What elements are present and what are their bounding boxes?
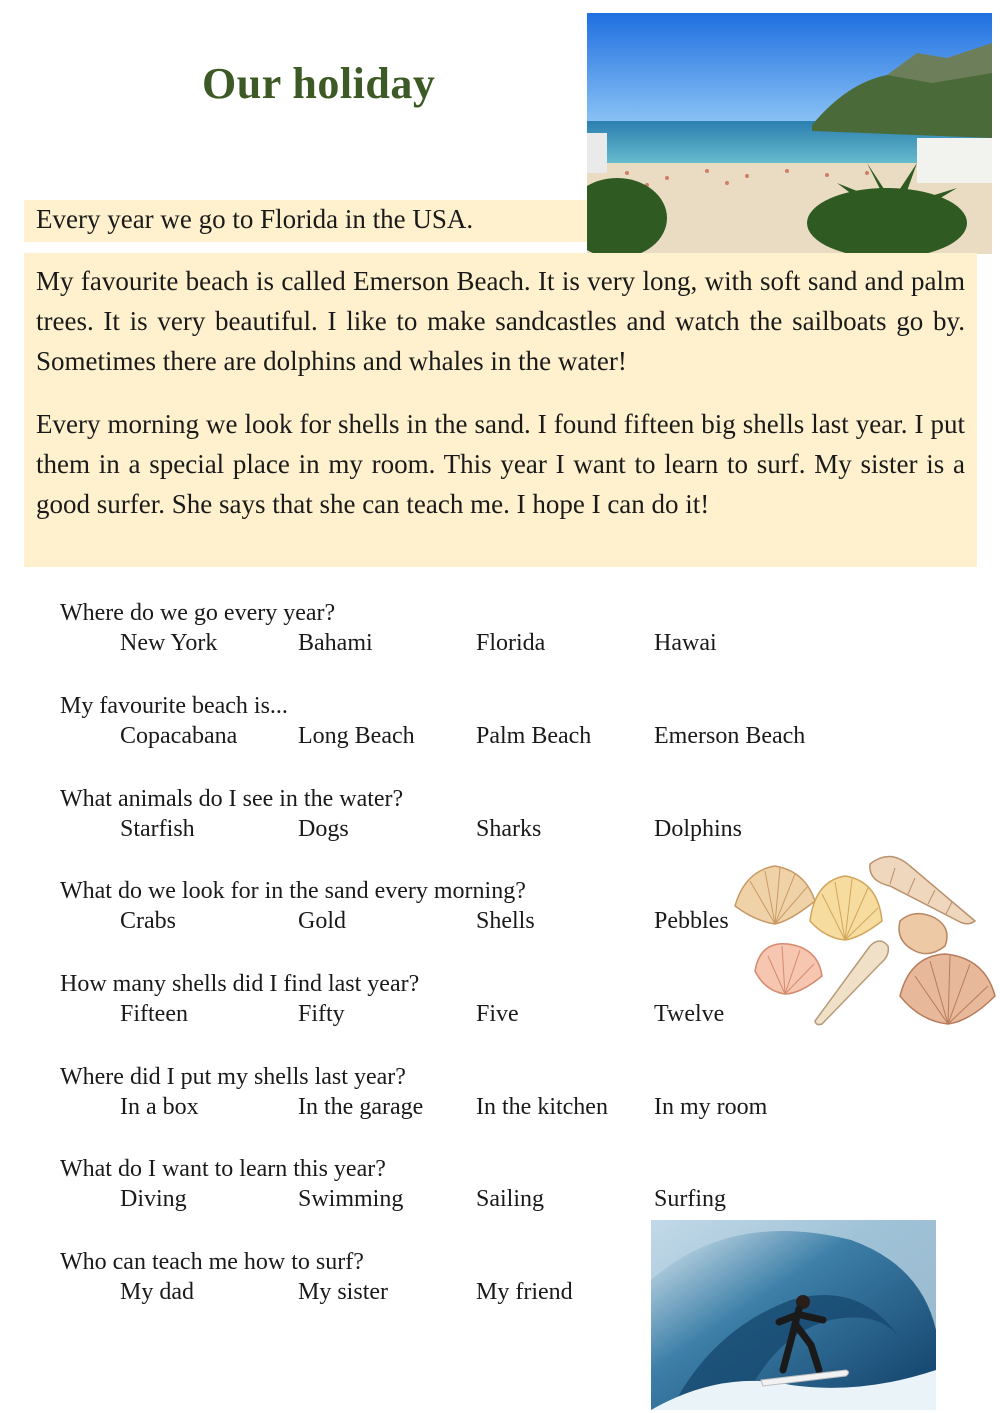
option[interactable]: Fifteen bbox=[120, 1001, 188, 1027]
option[interactable]: My friend bbox=[476, 1279, 573, 1305]
reading-text-box bbox=[24, 253, 977, 567]
option[interactable]: Sharks bbox=[476, 816, 542, 842]
option[interactable]: Copacabana bbox=[120, 723, 238, 749]
option[interactable]: Florida bbox=[476, 630, 546, 656]
option[interactable]: Crabs bbox=[120, 908, 176, 934]
option[interactable]: Sailing bbox=[476, 1186, 545, 1212]
question-3 bbox=[60, 784, 743, 844]
question-text: What animals do I see in the water? bbox=[60, 786, 404, 812]
beach-photo bbox=[587, 13, 992, 254]
question-4 bbox=[60, 876, 740, 936]
option[interactable]: Fifty bbox=[298, 1001, 345, 1027]
option[interactable]: Long Beach bbox=[298, 723, 415, 749]
question-8 bbox=[60, 1247, 740, 1307]
options-row bbox=[120, 1184, 740, 1214]
option[interactable]: Swimming bbox=[298, 1186, 404, 1212]
option[interactable]: In my room bbox=[654, 1094, 768, 1120]
options-row bbox=[120, 628, 740, 658]
option[interactable]: Surfing bbox=[654, 1186, 726, 1212]
question-2 bbox=[60, 691, 806, 751]
scallop-shell-icon bbox=[900, 954, 995, 1024]
options-row bbox=[120, 1092, 768, 1122]
question-text: What do we look for in the sand every morning? bbox=[60, 878, 526, 904]
option[interactable]: Pebbles bbox=[654, 908, 729, 934]
options-row bbox=[120, 814, 743, 844]
option[interactable]: Dogs bbox=[298, 816, 349, 842]
question-1 bbox=[60, 598, 740, 658]
question-text: Where did I put my shells last year? bbox=[60, 1064, 406, 1090]
option[interactable]: New York bbox=[120, 630, 218, 656]
option[interactable]: Five bbox=[476, 1001, 519, 1027]
conch-shell-icon bbox=[899, 914, 947, 954]
option[interactable]: In the garage bbox=[298, 1094, 424, 1120]
scallop-shell-icon bbox=[810, 876, 882, 940]
question-text: Where do we go every year? bbox=[60, 600, 336, 626]
page-title: Our holiday bbox=[202, 59, 436, 108]
reading-paragraph-3: Every morning we look for shells in the sand. I found fifteen big shells last year. I put them in a special place in my room. This year I want to learn to surf. My sister is a good surfer. She says that she can teach me. I hope I can do it! bbox=[36, 409, 965, 519]
question-text: What do I want to learn this year? bbox=[60, 1156, 386, 1182]
spiral-shell-icon bbox=[815, 941, 888, 1025]
options-row bbox=[120, 721, 806, 751]
question-text: Who can teach me how to surf? bbox=[60, 1249, 364, 1275]
option[interactable]: Twelve bbox=[654, 1001, 725, 1027]
reading-intro-box bbox=[24, 200, 587, 242]
options-row bbox=[120, 999, 740, 1029]
question-6 bbox=[60, 1062, 768, 1122]
options-row bbox=[120, 906, 740, 936]
question-text: My favourite beach is... bbox=[60, 693, 288, 719]
reading-paragraph-1: Every year we go to Florida in the USA. bbox=[36, 204, 474, 234]
options-row bbox=[120, 1277, 740, 1307]
option[interactable]: In a box bbox=[120, 1094, 199, 1120]
option[interactable]: Starfish bbox=[120, 816, 195, 842]
option[interactable]: Diving bbox=[120, 1186, 187, 1212]
option[interactable]: Emerson Beach bbox=[654, 723, 806, 749]
question-7 bbox=[60, 1154, 740, 1214]
option[interactable]: Dolphins bbox=[654, 816, 743, 842]
option[interactable]: Gold bbox=[298, 908, 346, 934]
reading-paragraph-2: My favourite beach is called Emerson Beach. It is very long, with soft sand and palm trees. It is very beautiful. I like to make sandcastles and watch the sailboats go by. Sometimes there are dolphins and whales in the water! bbox=[36, 266, 965, 376]
option[interactable]: In the kitchen bbox=[476, 1094, 608, 1120]
option[interactable]: Bahami bbox=[298, 630, 373, 656]
scallop-shell-icon bbox=[755, 944, 822, 994]
option[interactable]: Palm Beach bbox=[476, 723, 592, 749]
question-text: How many shells did I find last year? bbox=[60, 971, 420, 997]
option[interactable]: My sister bbox=[298, 1279, 388, 1305]
surfer-photo bbox=[651, 1220, 936, 1410]
scallop-shell-icon bbox=[735, 866, 815, 924]
option[interactable]: Hawai bbox=[654, 630, 717, 656]
option[interactable]: Shells bbox=[476, 908, 535, 934]
option[interactable]: My dad bbox=[120, 1279, 194, 1305]
seashells-photo bbox=[730, 846, 1000, 1041]
question-5 bbox=[60, 969, 740, 1029]
